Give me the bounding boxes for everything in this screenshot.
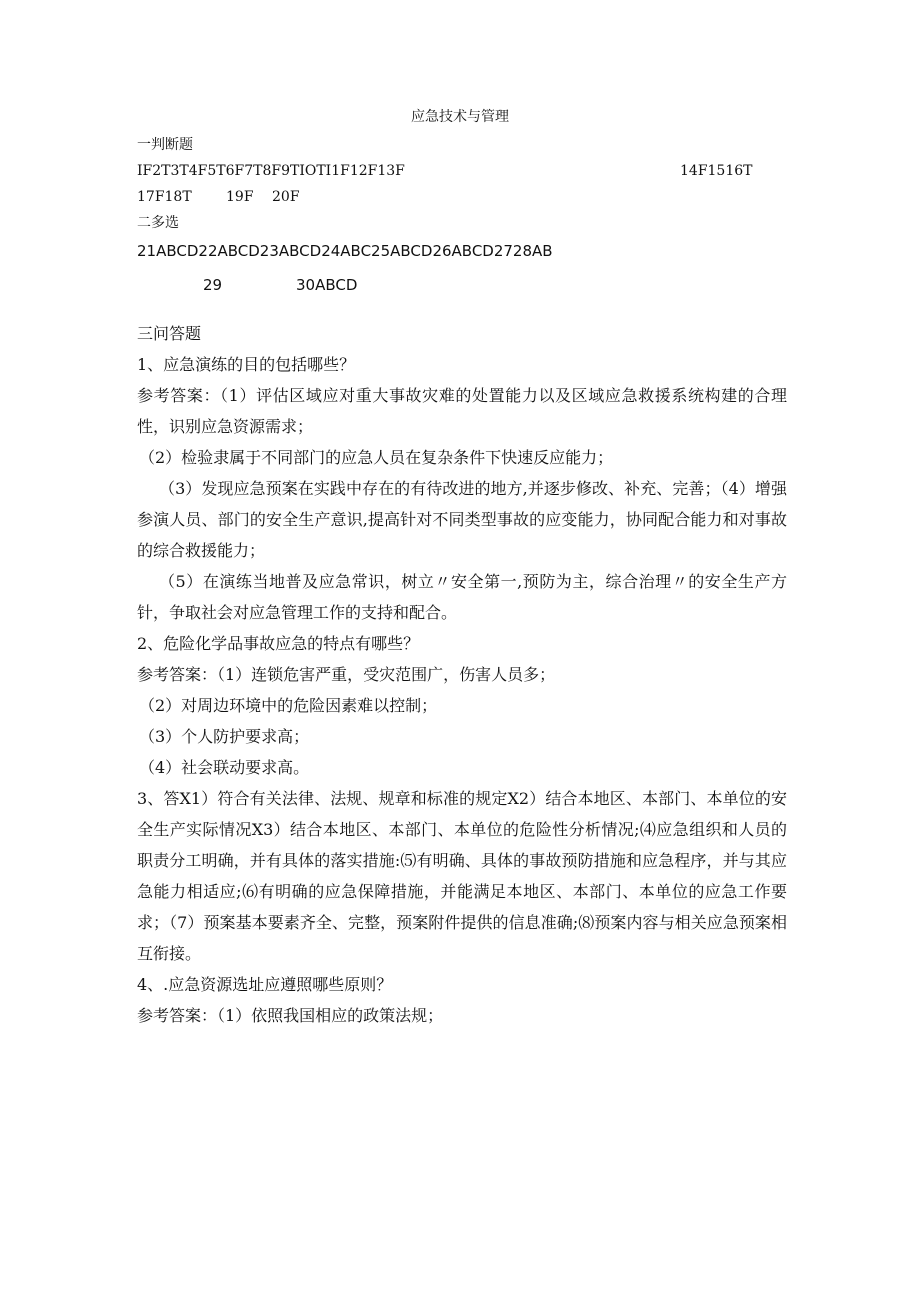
answer-2-part-2: （2）对周边环境中的危险因素难以控制； — [139, 696, 438, 715]
answer-2-part-1: 参考答案：（1）连锁危害严重，受灾范围广，伤害人员多； — [137, 665, 556, 684]
tf-answers-row2-a: 17F18T — [137, 189, 192, 205]
answer-1-part-4: （5）在演练当地普及应急常识，树立〃安全第一,预防为主，综合治理〃的安全生产方针，争取社会对应急管理工作的支持和配合。 — [137, 572, 787, 622]
question-3-answer: 3、答X1）符合有关法律、法规、规章和标准的规定X2）结合本地区、本部门、本单位的安全生产实际情况X3）结合本地区、本部门、本单位的危险性分析情况;⑷应急组织和人员的职责分工明确，并有具体的落实措施:⑸有明确、具体的事故预防措施和应急程序，并与其应急能力相适应;⑹有明确的应急保障措施，并能满足本地区、本部门、本单位的应急工作要求；（7）预案基本要素齐全、完整，预案附件提供的信息准确;⑻预案内容与相关应急预案相互衔接。 — [137, 789, 787, 963]
mc-answers-row1: 21ABCD22ABCD23ABCD24ABC25ABCD26ABCD2728AB — [137, 242, 553, 260]
question-2: 2、危险化学品事故应急的特点有哪些？ — [137, 634, 420, 653]
question-4: 4、.应急资源选址应遵照哪些原则？ — [137, 975, 393, 994]
answer-1-part-2: （2）检验隶属于不同部门的应急人员在复杂条件下快速反应能力； — [139, 448, 614, 467]
mc-answers-row2-a: 29 — [203, 276, 223, 294]
tf-answers-row2-b: 19F — [226, 189, 254, 205]
mc-answers-row2-b: 30ABCD — [296, 276, 358, 294]
answer-4-part-1: 参考答案：（1）依照我国相应的政策法规； — [137, 1006, 444, 1025]
section3-heading: 三问答题 — [137, 324, 202, 343]
question-1: 1、应急演练的目的包括哪些？ — [137, 355, 356, 374]
answer-1-part-3: （3）发现应急预案在实践中存在的有待改进的地方,并逐步修改、补充、完善；（4）增强参演人员、部门的安全生产意识,提高针对不同类型事故的应变能力，协同配合能力和对事故的综合救援能力； — [137, 479, 787, 560]
document-title: 应急技术与管理 — [411, 109, 509, 125]
answer-1-part-1: 参考答案：（1）评估区域应对重大事故灾难的处置能力以及区域应急救援系统构建的合理性，识别应急资源需求； — [137, 386, 787, 436]
qa-section — [137, 318, 787, 1031]
tf-answers-row1-right: 14F1516T — [680, 163, 753, 179]
tf-answers-row1-left: IF2T3T4F5T6F7T8F9TIOTI1F12F13F — [137, 163, 405, 179]
section1-heading: 一判断题 — [137, 137, 193, 153]
section2-heading: 二多选 — [137, 215, 179, 231]
answer-2-part-3: （3）个人防护要求高； — [139, 727, 310, 746]
tf-answers-row2-c: 20F — [272, 189, 300, 205]
answer-2-part-4: （4）社会联动要求高。 — [139, 758, 310, 777]
